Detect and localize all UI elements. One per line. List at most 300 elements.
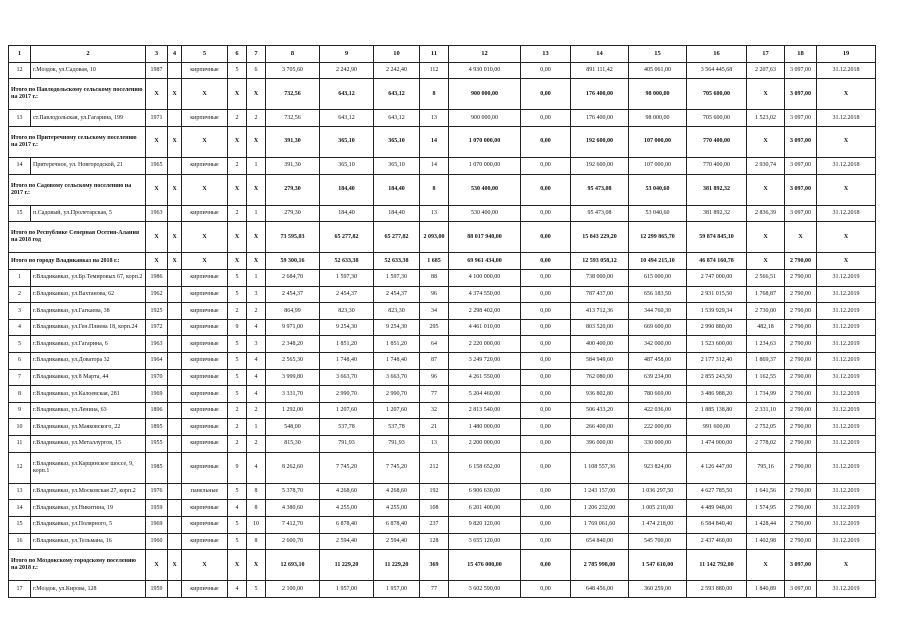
table-cell: 2 684,70 bbox=[266, 270, 320, 287]
table-cell: 3 097,00 bbox=[785, 126, 817, 157]
table-cell: 1 bbox=[247, 419, 266, 436]
table-cell: 2 566,51 bbox=[747, 270, 785, 287]
table-cell: 13 bbox=[9, 483, 31, 500]
table-cell: 34 bbox=[420, 303, 449, 320]
column-number: 17 bbox=[747, 46, 785, 63]
table-cell: кирпичные bbox=[182, 386, 228, 403]
table-row bbox=[9, 369, 876, 386]
table-cell: 4 627 785,50 bbox=[687, 483, 747, 500]
table-cell bbox=[168, 533, 182, 550]
table-cell: 6 878,40 bbox=[374, 516, 420, 533]
table-cell: 11 229,20 bbox=[374, 550, 420, 581]
table-cell: 823,30 bbox=[374, 303, 420, 320]
table-cell bbox=[168, 270, 182, 287]
table-cell: г.Владикавказ, ул.Ген.Плиева 18, корп.24 bbox=[31, 319, 146, 336]
column-number: 13 bbox=[521, 46, 571, 63]
table-cell bbox=[168, 386, 182, 403]
table-cell: 4 bbox=[247, 386, 266, 403]
table-cell: г.Владикавказ, ул.Ленина, 63 bbox=[31, 402, 146, 419]
table-cell: 4 461 010,00 bbox=[449, 319, 521, 336]
table-cell: 31.12.2018 bbox=[817, 62, 876, 79]
table-cell: X bbox=[747, 222, 785, 253]
table-cell: 15 476 000,00 bbox=[449, 550, 521, 581]
table-cell: 643,12 bbox=[374, 79, 420, 110]
table-cell: 107 000,00 bbox=[629, 158, 687, 175]
table-cell: 4 126 447,00 bbox=[687, 452, 747, 483]
table-cell: 5 bbox=[228, 336, 247, 353]
table-cell: 2 790,00 bbox=[785, 303, 817, 320]
table-cell: 128 bbox=[420, 533, 449, 550]
table-cell: 1 292,00 bbox=[266, 402, 320, 419]
table-cell: X bbox=[228, 126, 247, 157]
table-cell: кирпичные bbox=[182, 533, 228, 550]
column-number: 1 bbox=[9, 46, 31, 63]
table-cell: кирпичные bbox=[182, 581, 228, 598]
table-cell: 1987 bbox=[146, 62, 168, 79]
table-cell: 936 802,80 bbox=[571, 386, 629, 403]
table-row bbox=[9, 158, 876, 175]
subtotal-row bbox=[9, 126, 876, 157]
table-cell: 2 790,00 bbox=[785, 533, 817, 550]
table-cell: X bbox=[168, 79, 182, 110]
table-cell: кирпичные bbox=[182, 419, 228, 436]
table-cell: 2 200 000,00 bbox=[449, 436, 521, 453]
table-cell bbox=[168, 452, 182, 483]
table-cell: 12 299 865,70 bbox=[629, 222, 687, 253]
table-cell: 98 000,00 bbox=[629, 79, 687, 110]
table-cell: 1964 bbox=[146, 353, 168, 370]
table-cell bbox=[168, 336, 182, 353]
table-cell: X bbox=[182, 253, 228, 270]
table-cell: 1962 bbox=[146, 286, 168, 303]
column-number: 2 bbox=[31, 46, 146, 63]
column-number: 12 bbox=[449, 46, 521, 63]
subtotal-label: Итого по Павлодольскому сельскому поселению на 2017 г.: bbox=[9, 79, 146, 110]
table-cell: 8 bbox=[247, 500, 266, 517]
subtotal-label: Итого по Республике Северная Осетия-Алания на 2018 год bbox=[9, 222, 146, 253]
table-cell: г.Владикавказ, ул.Гагкаева, 38 bbox=[31, 303, 146, 320]
table-cell: 6 bbox=[9, 353, 31, 370]
table-cell: 4 bbox=[247, 452, 266, 483]
table-cell: 643,12 bbox=[320, 110, 374, 127]
table-cell bbox=[168, 516, 182, 533]
table-cell: 2 855 243,50 bbox=[687, 369, 747, 386]
table-cell: 2 752,05 bbox=[747, 419, 785, 436]
table-cell: 14 bbox=[420, 126, 449, 157]
table-cell: 31.12.2018 bbox=[817, 158, 876, 175]
table-cell: X bbox=[146, 222, 168, 253]
table-cell: X bbox=[247, 253, 266, 270]
table-cell: 2 454,37 bbox=[320, 286, 374, 303]
table-cell: 2 790,00 bbox=[785, 386, 817, 403]
table-cell: 1965 bbox=[146, 158, 168, 175]
table-cell: 1959 bbox=[146, 500, 168, 517]
table-cell: 5 378,70 bbox=[266, 483, 320, 500]
table-cell: 2 298 402,00 bbox=[449, 303, 521, 320]
table-cell: X bbox=[182, 126, 228, 157]
table-cell: 7 412,70 bbox=[266, 516, 320, 533]
table-cell: 1 243 157,00 bbox=[571, 483, 629, 500]
table-cell: 615 000,00 bbox=[629, 270, 687, 287]
table-cell: X bbox=[146, 79, 168, 110]
table-cell: 65 277,82 bbox=[374, 222, 420, 253]
table-cell: 1895 bbox=[146, 419, 168, 436]
table-cell: 6 584 840,40 bbox=[687, 516, 747, 533]
table-cell: 8 bbox=[9, 386, 31, 403]
table-cell: 643,12 bbox=[320, 79, 374, 110]
table-cell: 192 bbox=[420, 483, 449, 500]
table-cell: кирпичные bbox=[182, 158, 228, 175]
table-cell: 2 790,00 bbox=[785, 516, 817, 533]
column-number: 9 bbox=[320, 46, 374, 63]
table-cell: 1 bbox=[247, 270, 266, 287]
table-cell: 2 bbox=[228, 205, 247, 222]
table-row bbox=[9, 110, 876, 127]
table-cell: 5 bbox=[228, 386, 247, 403]
column-number: 8 bbox=[266, 46, 320, 63]
table-cell: 184,40 bbox=[374, 174, 420, 205]
table-cell: X bbox=[228, 253, 247, 270]
table-body bbox=[9, 46, 876, 598]
table-cell: 0,00 bbox=[521, 483, 571, 500]
table-cell: 69 961 434,00 bbox=[449, 253, 521, 270]
table-cell: 9 254,30 bbox=[320, 319, 374, 336]
table-cell bbox=[168, 110, 182, 127]
table-cell: 2 454,37 bbox=[266, 286, 320, 303]
table-cell: 31.12.2019 bbox=[817, 483, 876, 500]
table-cell bbox=[168, 500, 182, 517]
table-cell: 59 300,16 bbox=[266, 253, 320, 270]
table-cell: X bbox=[228, 222, 247, 253]
table-cell bbox=[168, 319, 182, 336]
table-cell: 3 097,00 bbox=[785, 174, 817, 205]
table-cell: 1 523 600,00 bbox=[687, 336, 747, 353]
table-cell: 12 693,10 bbox=[266, 550, 320, 581]
column-number: 4 bbox=[168, 46, 182, 63]
table-cell: 14 bbox=[420, 158, 449, 175]
table-cell: 2 990,70 bbox=[320, 386, 374, 403]
table-cell: 1 597,30 bbox=[320, 270, 374, 287]
table-cell: 1 957,00 bbox=[320, 581, 374, 598]
table-cell: 1 474 000,00 bbox=[687, 436, 747, 453]
table-cell: X bbox=[817, 126, 876, 157]
table-cell: кирпичные bbox=[182, 436, 228, 453]
table-cell: 791,93 bbox=[320, 436, 374, 453]
table-cell: 4 bbox=[228, 500, 247, 517]
table-cell: 10 bbox=[247, 516, 266, 533]
table-row bbox=[9, 500, 876, 517]
table-cell: 1 574,95 bbox=[747, 500, 785, 517]
table-cell: 2 594,40 bbox=[320, 533, 374, 550]
table-cell: 530 400,00 bbox=[449, 174, 521, 205]
table-cell: 13 bbox=[420, 205, 449, 222]
table-cell: 413 712,36 bbox=[571, 303, 629, 320]
table-cell: X bbox=[228, 79, 247, 110]
table-cell: 1 547 610,00 bbox=[629, 550, 687, 581]
table-cell: 2 348,20 bbox=[266, 336, 320, 353]
table-cell: 0,00 bbox=[521, 581, 571, 598]
subtotal-label: Итого по городу Владикавказ на 2018 г.: bbox=[9, 253, 146, 270]
table-cell: 537,78 bbox=[320, 419, 374, 436]
table-cell: 0,00 bbox=[521, 126, 571, 157]
table-cell: 4 380,60 bbox=[266, 500, 320, 517]
table-cell: 0,00 bbox=[521, 516, 571, 533]
table-cell: кирпичные bbox=[182, 516, 228, 533]
table-cell bbox=[168, 353, 182, 370]
table-cell: 3 097,00 bbox=[785, 158, 817, 175]
table-cell: 1 769 061,60 bbox=[571, 516, 629, 533]
table-cell: 3 249 720,00 bbox=[449, 353, 521, 370]
table-cell: 31.12.2019 bbox=[817, 286, 876, 303]
table-cell: 13 bbox=[420, 110, 449, 127]
table-cell: 15 bbox=[9, 516, 31, 533]
table-cell: 3 bbox=[247, 336, 266, 353]
table-cell: 2 bbox=[247, 303, 266, 320]
table-cell: 648 456,00 bbox=[571, 581, 629, 598]
table-cell: кирпичные bbox=[182, 110, 228, 127]
table-cell: 5 bbox=[228, 483, 247, 500]
table-cell: 279,30 bbox=[266, 205, 320, 222]
table-row bbox=[9, 533, 876, 550]
table-cell: 3 999,80 bbox=[266, 369, 320, 386]
table-cell: 4 930 010,00 bbox=[449, 62, 521, 79]
table-cell: 2 836,39 bbox=[747, 205, 785, 222]
table-cell: 1 641,56 bbox=[747, 483, 785, 500]
table-cell: 8 bbox=[247, 483, 266, 500]
table-cell: 815,30 bbox=[266, 436, 320, 453]
table-cell: 1972 bbox=[146, 319, 168, 336]
table-cell: 5 bbox=[228, 369, 247, 386]
table-cell: 365,10 bbox=[374, 126, 420, 157]
table-cell: кирпичные bbox=[182, 500, 228, 517]
table-cell: X bbox=[146, 253, 168, 270]
table-cell: 0,00 bbox=[521, 270, 571, 287]
table-cell: 5 bbox=[228, 286, 247, 303]
table-cell: 2 790,00 bbox=[785, 336, 817, 353]
table-cell: 6 906 630,00 bbox=[449, 483, 521, 500]
table-cell: 3 331,70 bbox=[266, 386, 320, 403]
table-cell: 4 261 550,00 bbox=[449, 369, 521, 386]
table-cell: Притеречное, ул. Новгородской, 21 bbox=[31, 158, 146, 175]
table-cell: 1963 bbox=[146, 336, 168, 353]
table-cell: 31.12.2018 bbox=[817, 205, 876, 222]
table-cell: кирпичные bbox=[182, 402, 228, 419]
table-cell: 1 bbox=[247, 158, 266, 175]
table-cell: 0,00 bbox=[521, 79, 571, 110]
table-cell: 2 bbox=[247, 402, 266, 419]
table-cell: 46 874 160,78 bbox=[687, 253, 747, 270]
column-number: 7 bbox=[247, 46, 266, 63]
table-cell: 9 254,30 bbox=[374, 319, 420, 336]
table-cell: 7 bbox=[9, 369, 31, 386]
table-cell: 4 255,00 bbox=[374, 500, 420, 517]
table-cell: 2 593 880,00 bbox=[687, 581, 747, 598]
table-cell: 8 bbox=[420, 79, 449, 110]
table-cell: 1 685 bbox=[420, 253, 449, 270]
table-cell: 1 480 000,00 bbox=[449, 419, 521, 436]
table-cell: 8 262,60 bbox=[266, 452, 320, 483]
table-cell: 5 bbox=[228, 62, 247, 79]
table-cell: X bbox=[168, 253, 182, 270]
column-number: 6 bbox=[228, 46, 247, 63]
table-cell: 77 bbox=[420, 386, 449, 403]
table-cell: 991 600,00 bbox=[687, 419, 747, 436]
table-cell: 2 207,63 bbox=[747, 62, 785, 79]
table-cell: X bbox=[146, 550, 168, 581]
table-cell: 1 474 218,00 bbox=[629, 516, 687, 533]
table-cell: X bbox=[247, 550, 266, 581]
table-cell: 5 bbox=[228, 533, 247, 550]
table-cell: 1 851,20 bbox=[374, 336, 420, 353]
table-cell: 487 458,00 bbox=[629, 353, 687, 370]
table-cell: 360 259,00 bbox=[629, 581, 687, 598]
table-cell: 770 400,00 bbox=[687, 126, 747, 157]
table-cell: 176 400,00 bbox=[571, 79, 629, 110]
table-cell: г.Владикавказ, ул.Металлургов, 15 bbox=[31, 436, 146, 453]
table-cell: 732,56 bbox=[266, 110, 320, 127]
table-cell: 4 bbox=[247, 319, 266, 336]
table-cell: X bbox=[182, 79, 228, 110]
table-cell: 95 473,08 bbox=[571, 205, 629, 222]
table-cell: 900 000,00 bbox=[449, 79, 521, 110]
subtotal-row bbox=[9, 550, 876, 581]
table-cell: 31.12.2019 bbox=[817, 319, 876, 336]
table-cell: 1 597,30 bbox=[374, 270, 420, 287]
table-cell: 64 bbox=[420, 336, 449, 353]
table-cell: 396 000,00 bbox=[571, 436, 629, 453]
table-cell: 643,12 bbox=[374, 110, 420, 127]
table-cell: 10 bbox=[9, 419, 31, 436]
table-cell: X bbox=[247, 174, 266, 205]
table-cell: X bbox=[747, 79, 785, 110]
table-cell: 279,30 bbox=[266, 174, 320, 205]
table-cell: 900 000,00 bbox=[449, 110, 521, 127]
table-row bbox=[9, 516, 876, 533]
table-cell: 2 747 000,00 bbox=[687, 270, 747, 287]
table-cell: 5 bbox=[228, 270, 247, 287]
table-cell: 88 017 940,00 bbox=[449, 222, 521, 253]
table-cell: 87 bbox=[420, 353, 449, 370]
table-cell: 705 600,00 bbox=[687, 110, 747, 127]
table-cell: 2 813 540,00 bbox=[449, 402, 521, 419]
table-cell: X bbox=[817, 222, 876, 253]
column-number: 3 bbox=[146, 46, 168, 63]
table-cell: 787 437,00 bbox=[571, 286, 629, 303]
table-cell: ст.Павлодольская, ул.Гагарина, 199 bbox=[31, 110, 146, 127]
table-cell: г.Владикавказ, ул.Маяковского, 22 bbox=[31, 419, 146, 436]
table-cell: 1976 bbox=[146, 483, 168, 500]
table-cell: 1 885 138,80 bbox=[687, 402, 747, 419]
table-cell: 192 600,00 bbox=[571, 158, 629, 175]
table-cell: 14 bbox=[9, 500, 31, 517]
table-cell: 1 206 232,00 bbox=[571, 500, 629, 517]
subtotal-label: Итого по Притеречному сельскому поселению на 2017 г.: bbox=[9, 126, 146, 157]
table-cell: 1 869,37 bbox=[747, 353, 785, 370]
table-cell: 0,00 bbox=[521, 303, 571, 320]
table-cell: 791,93 bbox=[374, 436, 420, 453]
column-number: 18 bbox=[785, 46, 817, 63]
table-row bbox=[9, 386, 876, 403]
table-cell: X bbox=[228, 174, 247, 205]
table-cell: 1 162,55 bbox=[747, 369, 785, 386]
table-cell: 2 778,02 bbox=[747, 436, 785, 453]
table-cell: 10 494 215,10 bbox=[629, 253, 687, 270]
table-cell: X bbox=[146, 174, 168, 205]
table-cell: X bbox=[747, 126, 785, 157]
table-cell: 381 892,32 bbox=[687, 205, 747, 222]
table-cell: 2 565,30 bbox=[266, 353, 320, 370]
table-cell: X bbox=[817, 550, 876, 581]
table-cell: 654 840,00 bbox=[571, 533, 629, 550]
table-cell: 2 093,00 bbox=[420, 222, 449, 253]
table-cell: 9 bbox=[9, 402, 31, 419]
table-cell: 1 428,44 bbox=[747, 516, 785, 533]
table-cell: 365,10 bbox=[320, 158, 374, 175]
subtotal-row bbox=[9, 174, 876, 205]
table-cell: 780 669,00 bbox=[629, 386, 687, 403]
table-cell: 2 177 312,40 bbox=[687, 353, 747, 370]
table-cell: п.Садовый, ул.Пролетарская, 5 bbox=[31, 205, 146, 222]
table-cell: 656 183,50 bbox=[629, 286, 687, 303]
table-cell: 15 bbox=[9, 205, 31, 222]
table-cell: 2 790,00 bbox=[785, 369, 817, 386]
table-cell: 3 564 445,68 bbox=[687, 62, 747, 79]
table-cell: 1 851,20 bbox=[320, 336, 374, 353]
table-cell: г.Моздок, ул.Садовая, 10 bbox=[31, 62, 146, 79]
table-cell: 2 790,00 bbox=[785, 353, 817, 370]
table-cell: 2 bbox=[228, 303, 247, 320]
table-cell: 4 255,00 bbox=[320, 500, 374, 517]
table-cell: 12 bbox=[9, 452, 31, 483]
table-cell: 639 234,00 bbox=[629, 369, 687, 386]
table-cell: кирпичные bbox=[182, 205, 228, 222]
table-cell: 1985 bbox=[146, 452, 168, 483]
table-cell: г.Моздок, ул.Кирова, 128 bbox=[31, 581, 146, 598]
table-cell: 1 768,87 bbox=[747, 286, 785, 303]
table-cell: 864,99 bbox=[266, 303, 320, 320]
table-cell: X bbox=[168, 550, 182, 581]
table-cell: 7 745,20 bbox=[320, 452, 374, 483]
table-cell: 1896 bbox=[146, 402, 168, 419]
table-cell: 0,00 bbox=[521, 452, 571, 483]
table-cell: г.Владикавказ, ул.Вахтанова, 62 bbox=[31, 286, 146, 303]
table-cell: 795,16 bbox=[747, 452, 785, 483]
table-cell: 1 402,98 bbox=[747, 533, 785, 550]
table-cell: 705 600,00 bbox=[687, 79, 747, 110]
table-cell: 342 000,00 bbox=[629, 336, 687, 353]
table-cell: X bbox=[182, 550, 228, 581]
table-cell: 176 400,00 bbox=[571, 110, 629, 127]
table-cell: 2 790,00 bbox=[785, 436, 817, 453]
table-cell: 9 820 120,00 bbox=[449, 516, 521, 533]
table-cell: 823,30 bbox=[320, 303, 374, 320]
table-cell: 1 734,99 bbox=[747, 386, 785, 403]
table-cell: 891 111,42 bbox=[571, 62, 629, 79]
table-cell: 0,00 bbox=[521, 369, 571, 386]
table-cell: 1 957,00 bbox=[374, 581, 420, 598]
table-cell: X bbox=[747, 253, 785, 270]
table-cell: 1 840,89 bbox=[747, 581, 785, 598]
table-cell: 2 bbox=[228, 110, 247, 127]
table-cell: 31.12.2019 bbox=[817, 369, 876, 386]
table-cell: 584 949,60 bbox=[571, 353, 629, 370]
table-cell: 2 790,00 bbox=[785, 402, 817, 419]
table-cell: 405 061,00 bbox=[629, 62, 687, 79]
table-cell: 31.12.2019 bbox=[817, 500, 876, 517]
header-row bbox=[9, 46, 876, 63]
table-cell: 330 000,00 bbox=[629, 436, 687, 453]
table-row bbox=[9, 303, 876, 320]
